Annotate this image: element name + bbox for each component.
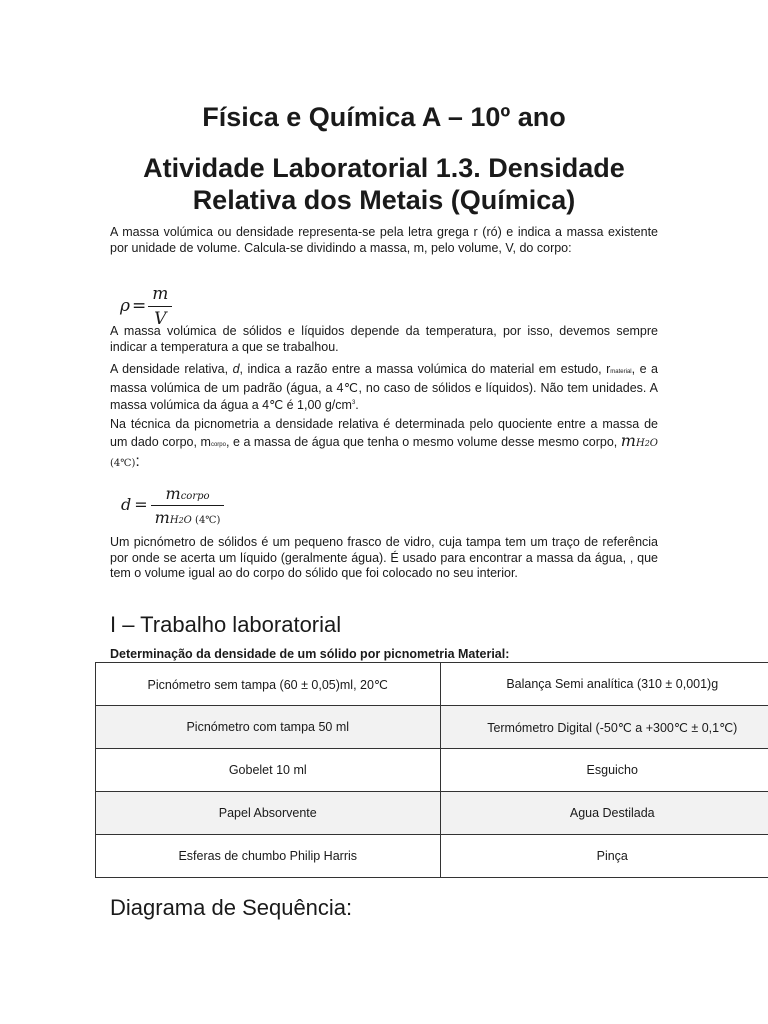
mass-volume-fraction bbox=[148, 284, 172, 329]
text-segment: . bbox=[355, 398, 359, 413]
relative-density-formula bbox=[121, 484, 224, 527]
colon: : bbox=[135, 453, 140, 470]
table-cell: Balança Semi analítica (310 ± 0,001)g bbox=[440, 663, 768, 706]
table-cell: Gobelet 10 ml bbox=[96, 749, 441, 792]
document-title: Física e Química A – 10º ano bbox=[202, 102, 566, 132]
document-subtitle: Atividade Laboratorial 1.3. Densidade Relativa dos Metais (Química) bbox=[143, 153, 625, 215]
table-cell: Agua Destilada bbox=[440, 792, 768, 835]
rho-symbol: ρ bbox=[120, 296, 130, 316]
picnometer-paragraph: Um picnómetro de sólidos é um pequeno frasco de vidro, cuja tampa tem um traço de referência por onde se acerta um líquido (geralmente água). É usado para encontrar a massa da água, , que tem o volume igual ao do corpo do sólido que foi colocado no seu interior. bbox=[110, 535, 658, 580]
d-symbol: d bbox=[232, 362, 240, 376]
subscript-material: material bbox=[610, 369, 632, 375]
materials-table bbox=[95, 662, 768, 878]
table-row bbox=[96, 792, 768, 835]
text-segment: A densidade relativa, bbox=[110, 362, 233, 376]
table-cell: Picnómetro com tampa 50 ml bbox=[96, 706, 441, 749]
text-segment: , indica a razão entre a massa volúmica do material em estudo, r bbox=[239, 362, 611, 376]
table-cell: Papel Absorvente bbox=[96, 792, 441, 835]
intro-paragraph: A massa volúmica ou densidade representa-se pela letra grega r (ró) e indica a massa existente por unidade de volume. Calcula-se dividindo a massa, m, pelo volume, V, do corpo: bbox=[110, 225, 658, 255]
table-row bbox=[96, 749, 768, 792]
table-row bbox=[96, 835, 768, 878]
equals-sign: = bbox=[134, 495, 148, 514]
fraction-numerator: mcorpo bbox=[151, 484, 225, 506]
text-segment: , e a massa de água que tenha o mesmo volume desse mesmo corpo, bbox=[225, 434, 621, 449]
section-heading-sequence-diagram: Diagrama de Sequência: bbox=[110, 895, 353, 920]
table-cell: Pinça bbox=[440, 835, 768, 878]
d-symbol: d bbox=[121, 495, 132, 514]
equals-sign: = bbox=[132, 296, 147, 316]
text-segment: Na técnica da picnometria a densidade relativa é determinada pelo quociente entre a massa de um dado corpo, m bbox=[110, 417, 658, 449]
subscript-corpo: corpo bbox=[210, 441, 226, 448]
density-formula bbox=[120, 284, 172, 329]
picnometry-paragraph bbox=[110, 417, 658, 472]
relative-density-paragraph bbox=[110, 362, 658, 414]
materials-caption: Determinação da densidade de um sólido por picnometria Material: bbox=[110, 647, 510, 661]
table-row bbox=[96, 706, 768, 749]
table-cell: Termómetro Digital (-50℃ a +300℃ ± 0,1℃) bbox=[440, 706, 768, 749]
table-cell: Esferas de chumbo Philip Harris bbox=[96, 835, 441, 878]
table-row bbox=[96, 663, 768, 706]
table-cell: Esguicho bbox=[440, 749, 768, 792]
fraction-numerator: m bbox=[148, 284, 172, 307]
relative-density-fraction bbox=[151, 484, 225, 527]
temperature-paragraph: A massa volúmica de sólidos e líquidos depende da temperatura, por isso, devemos sempre indicar a temperatura a que se trabalhou. bbox=[110, 324, 658, 354]
superscript-3: 3 bbox=[351, 400, 356, 406]
section-heading-lab-work: I – Trabalho laboratorial bbox=[110, 612, 342, 637]
fraction-denominator: V bbox=[154, 309, 167, 329]
fraction-denominator: mH2O (4℃) bbox=[154, 508, 221, 527]
water-mass-symbol: mH2O (4℃) bbox=[110, 430, 658, 469]
table-cell: Picnómetro sem tampa (60 ± 0,05)ml, 20℃ bbox=[96, 663, 441, 706]
text-segment: , e a massa volúmica de um padrão (água, a 4℃, no caso de sólidos e líquidos). Não tem unidades. A massa volúmica da água a 4℃ é 1,00 g/cm bbox=[110, 362, 658, 413]
